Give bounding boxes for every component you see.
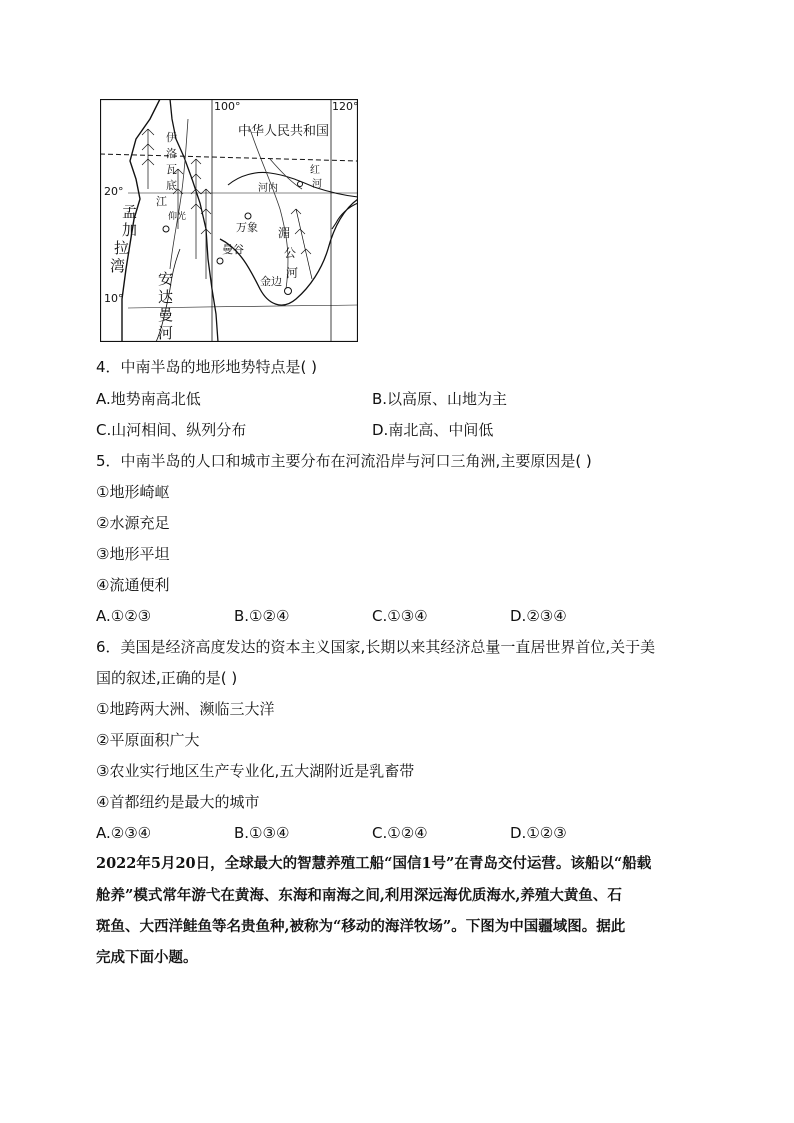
q6-option-c: C.①②④ — [372, 824, 428, 842]
label-mekong-3: 河 — [286, 266, 299, 280]
q4-option-c: C.山河相间、纵列分布 — [96, 421, 247, 439]
label-red-1: 红 — [310, 165, 320, 176]
q6-option-a: A.②③④ — [96, 824, 152, 842]
label-yangon: 仰光 — [168, 212, 187, 222]
label-sea-4: 河 — [158, 324, 174, 342]
label-china: 中华人民共和国 — [238, 124, 330, 139]
q5-item-1: ①地形崎岖 — [96, 483, 170, 501]
label-mekong-1: 湄 — [278, 226, 291, 240]
label-bay-4: 湾 — [110, 257, 126, 275]
q5-option-d: D.②③④ — [510, 607, 567, 625]
label-hanoi: 河内 — [258, 183, 278, 194]
q5-item-4: ④流通便利 — [96, 576, 170, 594]
label-20: 20° — [104, 185, 124, 198]
label-bay-2: 加 — [122, 221, 138, 239]
city-hanoi-dot — [298, 182, 303, 187]
label-mekong-2: 公 — [284, 246, 297, 260]
passage-line-1: 2022年5月20日，全球最大的智慧养殖工船“国信1号”在青岛交付运营。该船以“船载 — [96, 855, 652, 872]
label-vientiane: 万象 — [236, 221, 258, 234]
label-mtn-5: 江 — [156, 195, 167, 208]
q4-option-b: B.以高原、山地为主 — [372, 390, 508, 408]
q5-option-a: A.①②③ — [96, 607, 152, 625]
passage-line-2: 舱养”模式常年游弋在黄海、东海和南海之间,利用深远海优质海水,养殖大黄鱼、石 — [96, 887, 622, 904]
label-10: 10° — [104, 292, 124, 305]
label-sea-1: 安 — [158, 270, 174, 288]
label-bay-3: 拉 — [114, 239, 130, 257]
passage-line-4: 完成下面小题。 — [96, 949, 198, 966]
q4-option-a: A.地势南高北低 — [96, 390, 201, 408]
q4-option-d: D.南北高、中间低 — [372, 421, 494, 439]
q5-option-c: C.①③④ — [372, 607, 428, 625]
q6-stem-line2: 国的叙述,正确的是( ) — [96, 669, 238, 687]
label-sea-3: 曼 — [158, 306, 174, 324]
q6-item-1: ①地跨两大洲、濒临三大洋 — [96, 700, 275, 718]
q6-item-4: ④首都纽约是最大的城市 — [96, 793, 260, 811]
q6-item-3: ③农业实行地区生产专业化,五大湖附近是乳畜带 — [96, 762, 415, 780]
city-vientiane-dot — [245, 213, 251, 219]
label-mtn-2: 洛 — [166, 147, 177, 160]
q5-item-2: ②水源充足 — [96, 514, 170, 532]
q5-stem: 5．中南半岛的人口和城市主要分布在河流沿岸与河口三角洲,主要原因是( ) — [96, 452, 592, 470]
q6-option-d: D.①②③ — [510, 824, 567, 842]
label-mtn-1: 伊 — [166, 131, 177, 144]
q6-item-2: ②平原面积广大 — [96, 731, 200, 749]
city-phnompenh-dot — [285, 288, 292, 295]
label-mtn-4: 底 — [166, 179, 177, 192]
q6-option-b: B.①③④ — [234, 824, 290, 842]
label-mtn-3: 瓦 — [166, 163, 177, 176]
q5-option-b: B.①②④ — [234, 607, 290, 625]
city-yangon-dot — [163, 226, 169, 232]
q6-stem-line1: 6．美国是经济高度发达的资本主义国家,长期以来其经济总量一直居世界首位,关于美 — [96, 638, 656, 656]
label-100: 100° — [214, 100, 241, 113]
q5-item-3: ③地形平坦 — [96, 545, 170, 563]
city-bangkok-dot — [217, 258, 223, 264]
label-120: 120° — [332, 100, 358, 113]
label-phnompenh: 金边 — [260, 275, 282, 288]
indochina-map — [100, 99, 358, 342]
label-red-2: 河 — [312, 179, 322, 190]
label-sea-2: 达 — [158, 288, 174, 306]
q4-stem: 4．中南半岛的地形地势特点是( ) — [96, 358, 318, 376]
label-bay-1: 孟 — [122, 203, 138, 221]
label-bangkok: 曼谷 — [222, 243, 244, 256]
passage-line-3: 斑鱼、大西洋鲑鱼等名贵鱼种,被称为“移动的海洋牧场”。下图为中国疆域图。据此 — [96, 918, 626, 935]
